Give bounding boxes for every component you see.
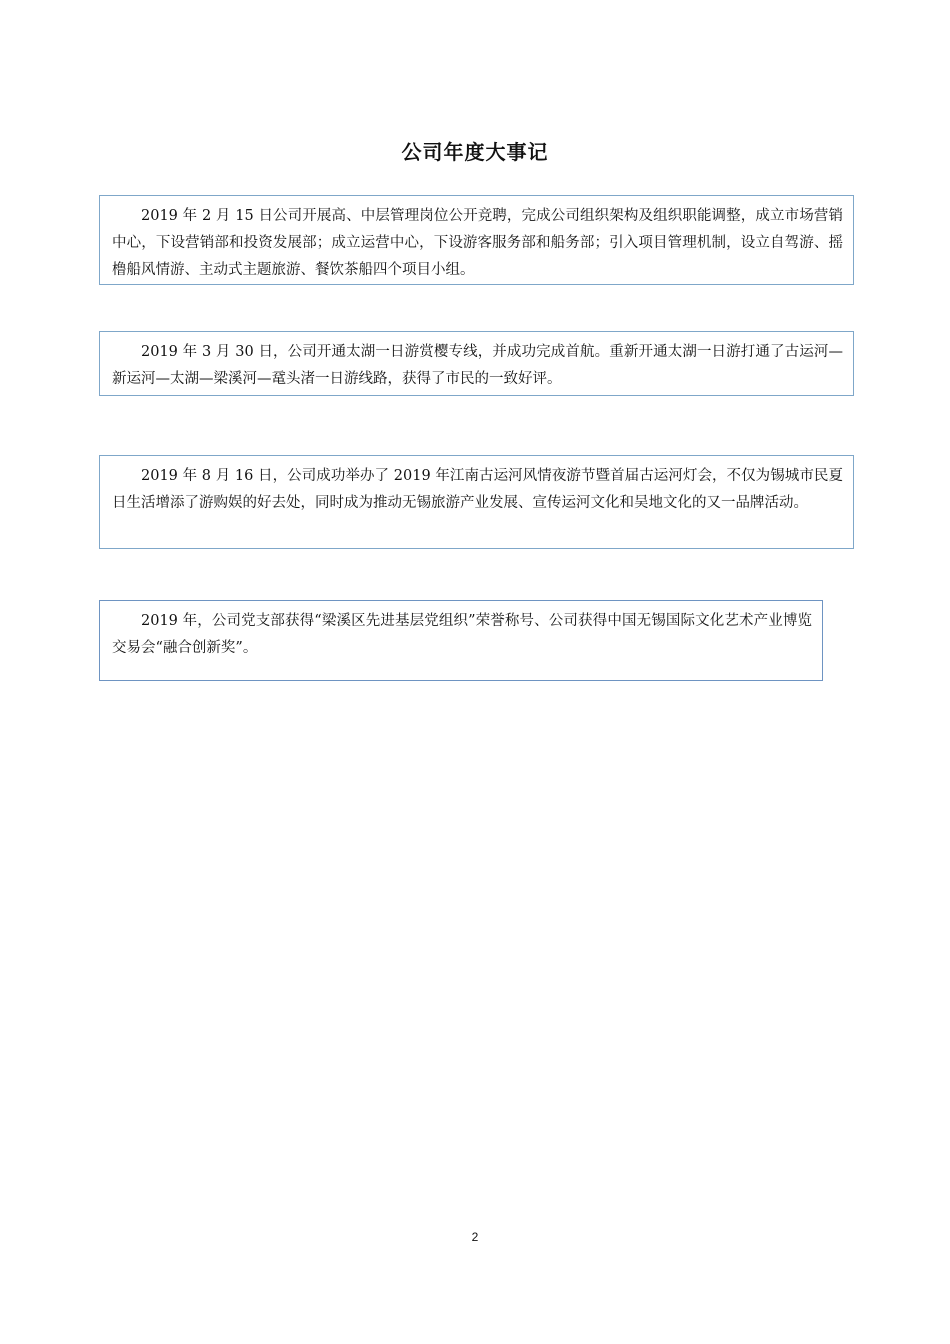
page-number: 2	[471, 1230, 479, 1244]
event-text-3: 2019 年 8 月 16 日，公司成功举办了 2019 年江南古运河风情夜游节暨首届古运河灯会，不仅为锡城市民夏日生活增添了游购娱的好去处，同时成为推动无锡旅游产业发展、宣传运河文化和吴地文化的又一品牌活动。	[112, 468, 843, 511]
event-box-1	[99, 195, 854, 285]
event-text-2: 2019 年 3 月 30 日，公司开通太湖一日游赏樱专线，并成功完成首航。重新开通太湖一日游打通了古运河—新运河—太湖—梁溪河—鼋头渚一日游线路，获得了市民的一致好评。	[112, 344, 843, 387]
event-box-4	[99, 600, 823, 681]
event-text-1: 2019 年 2 月 15 日公司开展高、中层管理岗位公开竞聘，完成公司组织架构及组织职能调整，成立市场营销中心，下设营销部和投资发展部；成立运营中心，下设游客服务部和船务部；引入项目管理机制，设立自驾游、摇橹船风情游、主动式主题旅游、餐饮茶船四个项目小组。	[112, 208, 843, 278]
event-text-4: 2019 年，公司党支部获得“梁溪区先进基层党组织”荣誉称号、公司获得中国无锡国际文化艺术产业博览交易会“融合创新奖”。	[112, 613, 812, 656]
event-box-3	[99, 455, 854, 549]
event-box-2	[99, 331, 854, 396]
page-title: 公司年度大事记	[401, 140, 549, 164]
